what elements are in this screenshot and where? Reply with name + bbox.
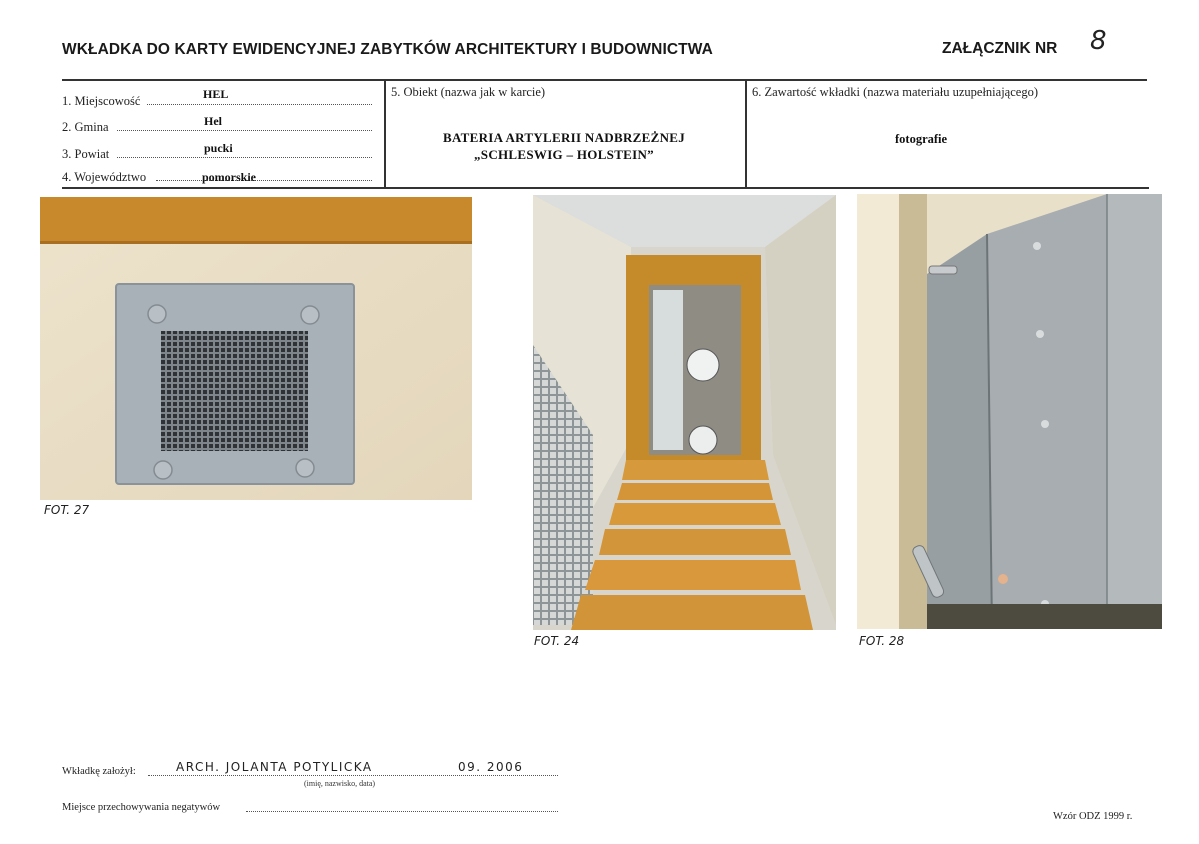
gmina-label: 2. Gmina [62,120,109,134]
object-label: 5. Obiekt (nazwa jak w karcie) [391,85,546,99]
form-template-label: Wzór ODZ 1999 r. [1053,811,1133,822]
object-name-line2: „SCHLESWIG – HOLSTEIN” [474,147,654,162]
wojewodztwo-value: pomorskie [202,170,256,184]
stairway-image [533,195,836,630]
gmina-dots [117,130,372,131]
author-dots [148,775,558,776]
author-hint: (imię, nazwisko, data) [304,779,376,788]
miejscowosc-dots [147,104,372,105]
vent-grille-image [40,197,472,500]
negatives-label: Miejsce przechowywania negatywów [62,802,221,813]
photo-grey-tank [857,194,1162,629]
photo-vent-grille [40,197,472,500]
attachment-number: 8 [1090,26,1107,56]
attachment-label: ZAŁĄCZNIK NR [942,40,1058,57]
grey-tank-image [857,194,1162,629]
wojewodztwo-label: 4. Województwo [62,170,147,184]
powiat-label: 3. Powiat [62,147,110,161]
content-value: fotografie [895,132,948,146]
object-name-line1: BATERIA ARTYLERII NADBRZEŻNEJ [442,130,686,145]
photo-stairway [533,195,836,630]
table-bottom-border [62,187,1149,189]
miejscowosc-label: 1. Miejscowość [62,94,141,108]
author-label: Wkładkę założył: [62,766,136,777]
photo-caption-27: FOT. 27 [44,503,90,517]
author-value: ARCH. JOLANTA POTYLICKA [176,760,373,774]
column-divider-2 [745,79,747,188]
date-value: 09. 2006 [458,760,524,774]
miejscowosc-value: HEL [203,87,229,101]
form-title: WKŁADKA DO KARTY EWIDENCYJNEJ ZABYTKÓW ARCHITEKTURY I BUDOWNICTWA [62,41,713,58]
photo-caption-28: FOT. 28 [859,634,905,648]
object-name [386,129,742,163]
powiat-dots [117,157,372,158]
content-label: 6. Zawartość wkładki (nazwa materiału uzupełniającego) [752,85,1038,99]
gmina-value: Hel [204,114,222,128]
wojewodztwo-dots [156,180,372,181]
table-top-border [62,79,1147,81]
powiat-value: pucki [204,141,233,155]
negatives-dots [246,811,558,812]
photo-caption-24: FOT. 24 [534,634,580,648]
